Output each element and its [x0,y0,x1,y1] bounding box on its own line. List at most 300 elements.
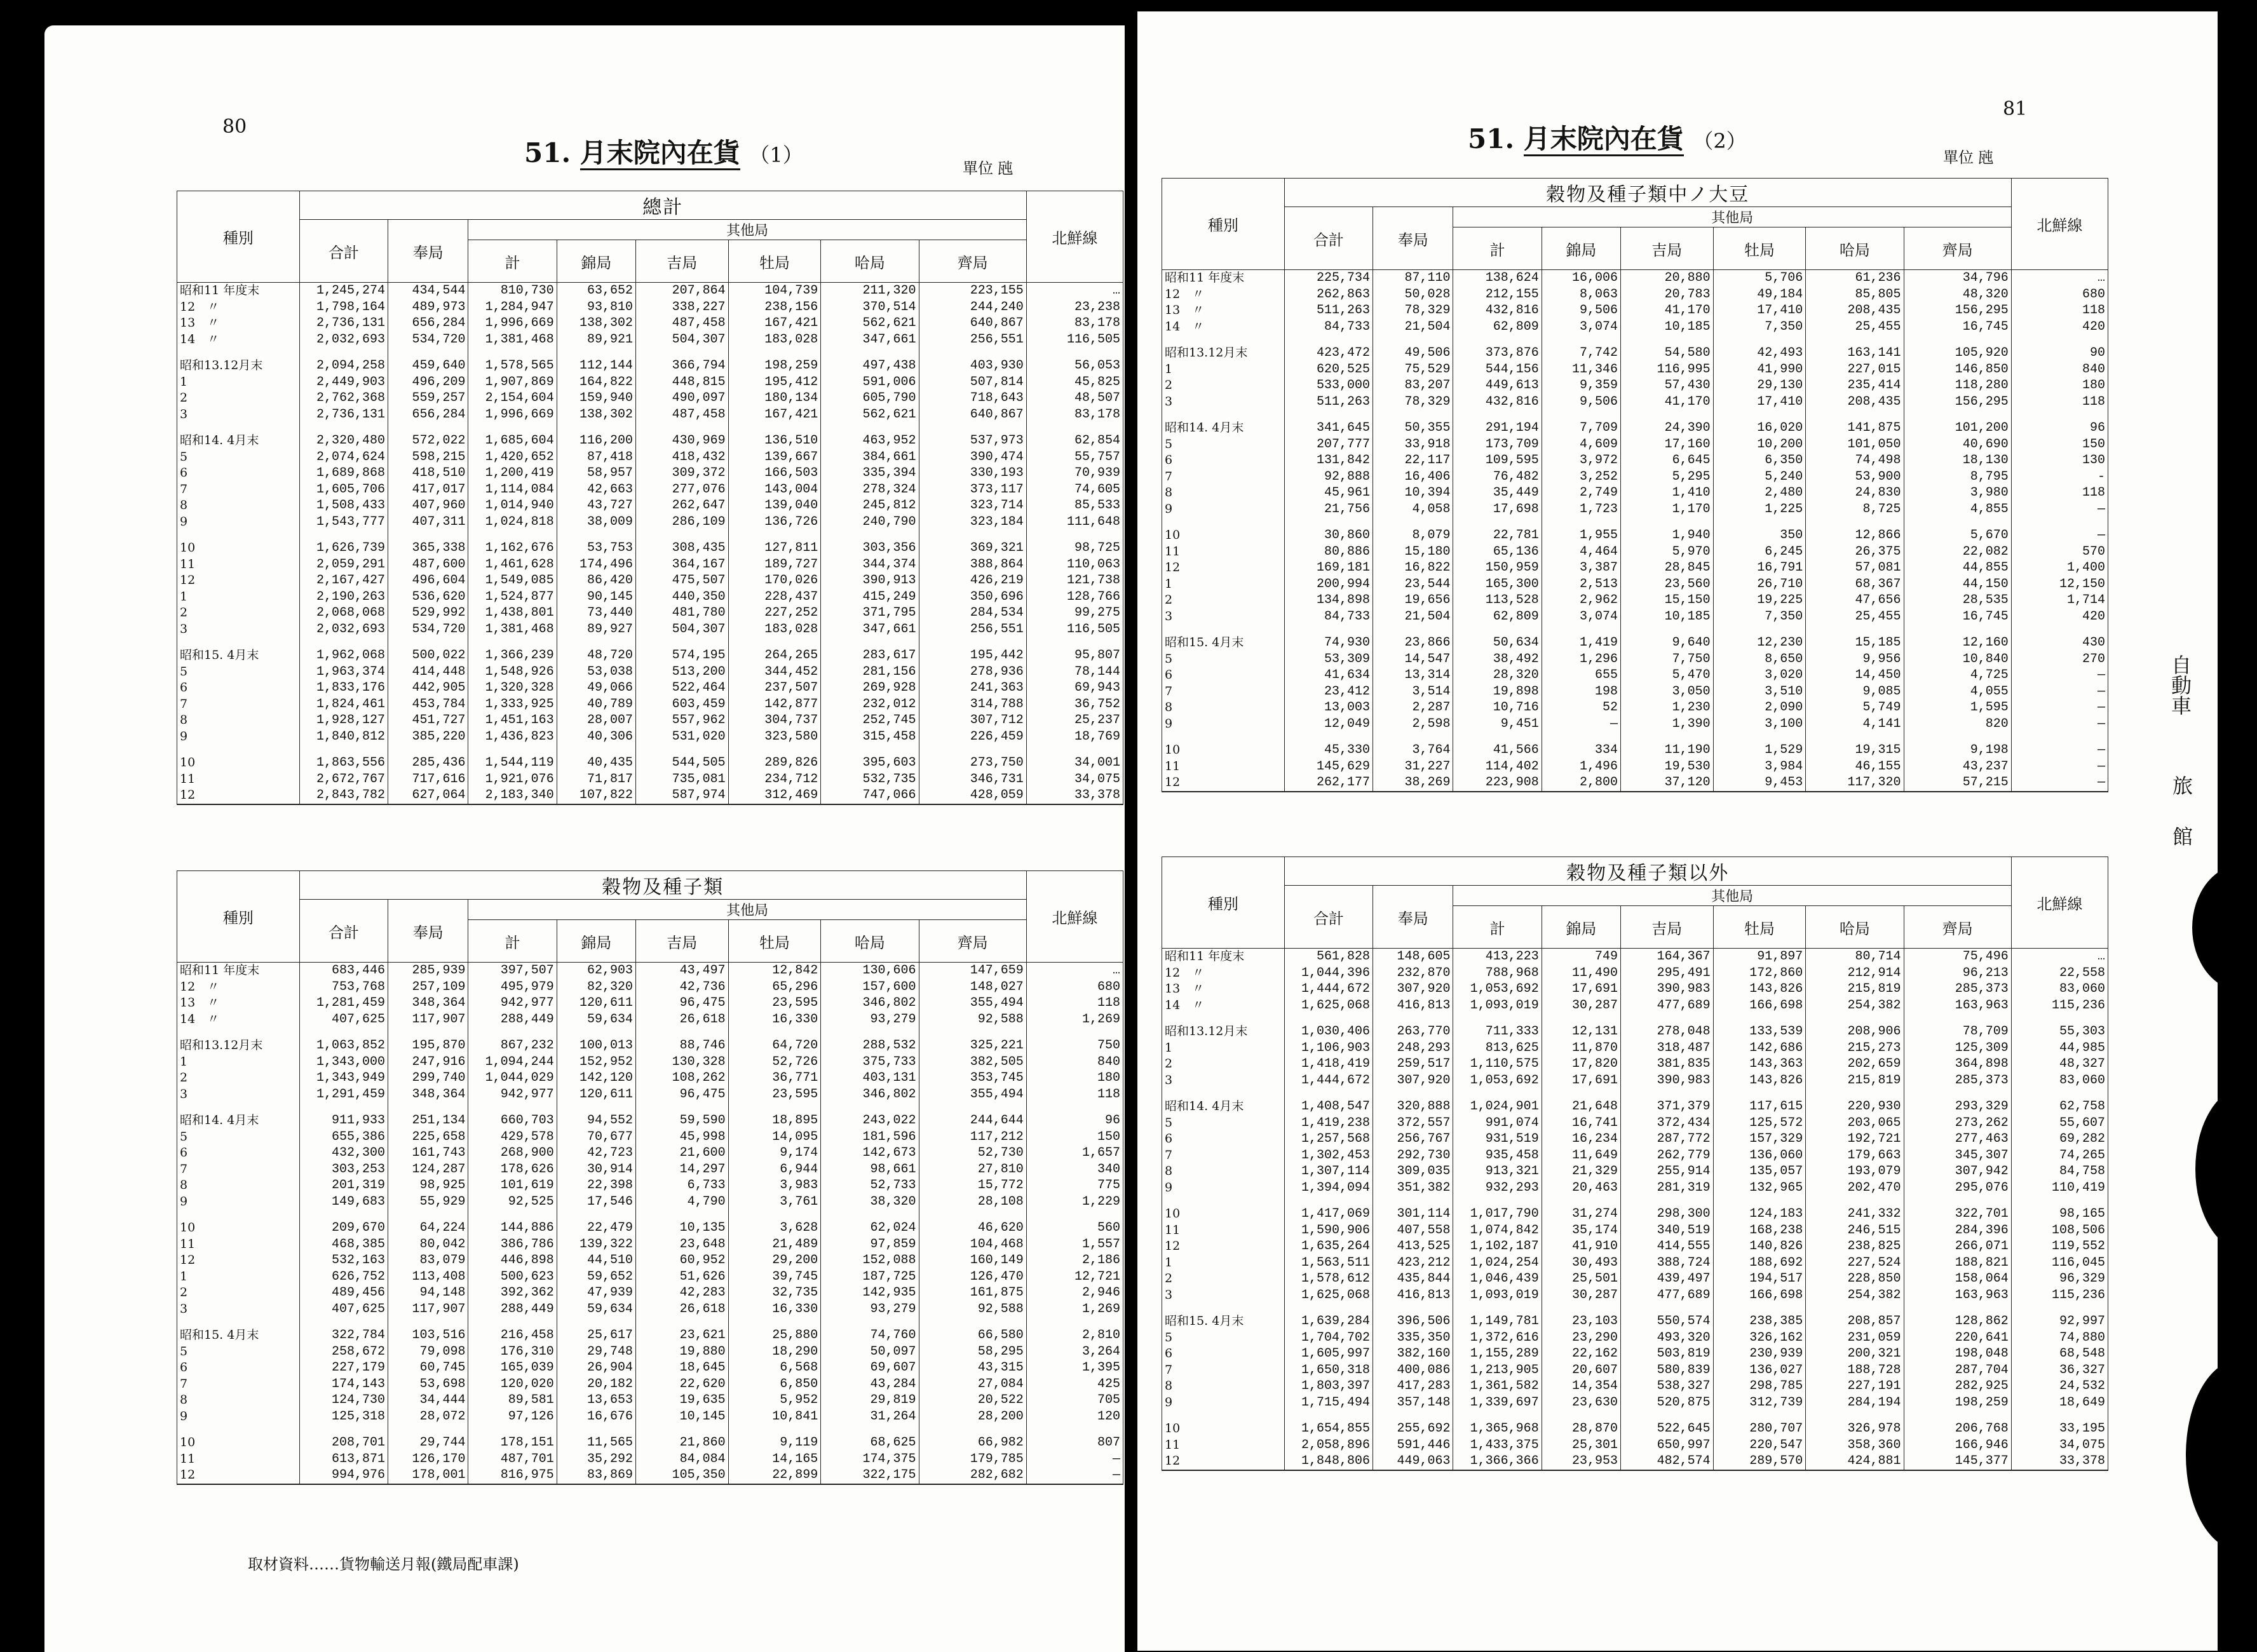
table-cell: 550,574 [1620,1313,1713,1330]
table-cell: 108,506 [2011,1222,2108,1239]
table-cell: 78,329 [1373,302,1453,319]
table-cell: 273,262 [1904,1115,2011,1132]
table-cell: 285,436 [388,755,468,771]
table-cell: 110,063 [1026,557,1123,573]
table-cell: 142,935 [821,1285,919,1301]
title-part: （1） [749,143,803,167]
table-cell: 1,046,439 [1453,1271,1542,1287]
table-cell: 68,367 [1806,576,1904,593]
table-cell: 36,327 [2011,1362,2108,1379]
table-cell: 23,595 [728,995,821,1012]
table-cell: 231,059 [1806,1330,1904,1346]
table-cell: 136,060 [1713,1148,1806,1164]
table-cell: 85,805 [1806,287,1904,303]
table-row [177,605,1123,621]
table-row [1162,635,2108,651]
table-cell: 7,350 [1713,319,1806,335]
table-cell: 55,303 [2011,1024,2108,1040]
header-total: 合計 [299,900,388,963]
table-cell: 747,066 [821,787,919,804]
table-cell: 80,886 [1284,544,1372,560]
table-cell: 152,952 [557,1054,635,1071]
table-row [177,1038,1123,1054]
table-cell: 52,730 [919,1145,1026,1161]
table-cell: 1,704,702 [1284,1330,1372,1346]
header-other: 其他局 [1453,207,2011,227]
table-cell: 68,548 [2011,1346,2108,1362]
table-cell: 289,826 [728,755,821,771]
table-row [1162,1163,2108,1180]
page-title-left [524,132,803,170]
table-row [177,1145,1123,1161]
row-label: 12 〃 [1162,965,1285,982]
table-cell: 315,458 [821,729,919,745]
row-label: 5 [1162,1330,1285,1346]
row-label: 8 [177,1177,300,1194]
table-cell: 536,620 [388,589,468,606]
table-cell: 228,437 [728,589,821,606]
table-cell: 235,414 [1806,377,1904,394]
table-cell: 753,768 [299,979,388,996]
table-cell: 104,468 [919,1236,1026,1253]
table-cell: 50,355 [1373,420,1453,437]
table-cell: 312,469 [728,787,821,804]
table-cell: 1,723 [1542,501,1620,518]
table-cell: 423,212 [1373,1255,1453,1271]
row-label: 3 [177,1301,300,1318]
table-row [1162,1180,2108,1196]
table-cell: 1,155,289 [1453,1346,1542,1362]
table-cell: 146,850 [1904,362,2011,378]
table-cell: 4,141 [1806,716,1904,733]
table-cell: 41,566 [1453,742,1542,759]
table-cell: 64,224 [388,1220,468,1236]
table-cell: 544,156 [1453,362,1542,378]
table-cell: 16,406 [1373,469,1453,485]
table-cell: 99,275 [1026,605,1123,621]
table-cell: 347,661 [821,332,919,348]
table-cell: 116,505 [1026,332,1123,348]
table-cell: 161,743 [388,1145,468,1161]
table-cell: 307,712 [919,712,1026,729]
table-cell: 1,940 [1620,527,1713,544]
table-cell: 201,319 [299,1177,388,1194]
table-cell: 42,283 [635,1285,728,1301]
table-cell: 101,050 [1806,437,1904,453]
table-cell: 1,605,706 [299,482,388,498]
table-cell: 285,373 [1904,981,2011,998]
table-row [1162,501,2108,518]
table-cell: 429,578 [468,1129,557,1146]
table-cell: 215,273 [1806,1040,1904,1057]
table-cell: 1,654,855 [1284,1421,1372,1437]
table-cell: 386,786 [468,1236,557,1253]
table-cell: 1,544,119 [468,755,557,771]
table-cell: 382,505 [919,1054,1026,1071]
table-cell: 208,857 [1806,1313,1904,1330]
table-cell: 22,899 [728,1467,821,1484]
table-row [177,1360,1123,1376]
table-cell: 125,309 [1904,1040,2011,1057]
table-row [1162,362,2108,378]
table-cell: 27,810 [919,1161,1026,1178]
table-cell: 20,783 [1620,287,1713,303]
table-cell: 388,724 [1620,1255,1713,1271]
table-cell: 21,504 [1373,319,1453,335]
table-row [177,696,1123,713]
table-cell: 60,745 [388,1360,468,1376]
table-cell: 303,356 [821,540,919,557]
table-cell: 69,282 [2011,1131,2108,1148]
row-label: 1 [1162,1255,1285,1271]
table-cell: 8,650 [1713,651,1806,668]
table-cell: 10,394 [1373,485,1453,501]
table-cell: 226,459 [919,729,1026,745]
table-cell: 1,578,565 [468,358,557,374]
table-cell: 263,770 [1373,1024,1453,1040]
table-cell: 18,769 [1026,729,1123,745]
table-cell: 355,494 [919,995,1026,1012]
table-cell: 520,875 [1620,1395,1713,1411]
table-cell: 208,435 [1806,302,1904,319]
table-cell: 62,809 [1453,609,1542,625]
header-ha: 哈局 [821,920,919,963]
table-cell: 256,767 [1373,1131,1453,1148]
table-cell: 84,733 [1284,319,1372,335]
table-cell: 375,733 [821,1054,919,1071]
table-row [1162,1378,2108,1395]
table-cell: 149,683 [299,1194,388,1210]
table-cell: 139,667 [728,449,821,466]
table-cell: 107,822 [557,787,635,804]
table-cell: 245,812 [821,498,919,514]
table-cell: 627,064 [388,787,468,804]
table-row [1162,560,2108,576]
table-row [1162,1099,2108,1115]
table-row [1162,716,2108,733]
table-cell: 66,580 [919,1327,1026,1344]
table-cell: 9,174 [728,1145,821,1161]
table-cell: 21,756 [1284,501,1372,518]
row-spacer [1162,1411,2108,1421]
table-cell: 108,262 [635,1070,728,1087]
table-cell: 416,813 [1373,1287,1453,1304]
row-label: 1 [177,1054,300,1071]
table-cell: 89,921 [557,332,635,348]
table-row [1162,651,2108,668]
header-other: 其他局 [468,900,1026,920]
table-cell: 246,515 [1806,1222,1904,1239]
table-cell: 323,184 [919,514,1026,531]
table-cell: 130,606 [821,963,919,979]
table-cell: 3,983 [728,1177,821,1194]
table-cell: 74,265 [2011,1148,2108,1164]
table-cell: - [2011,469,2108,485]
table-cell: 48,720 [557,647,635,664]
table-cell: 130,328 [635,1054,728,1071]
row-label: 7 [177,1161,300,1178]
table-cell: 430,969 [635,433,728,449]
table-cell: 626,752 [299,1269,388,1285]
row-label: 昭和14. 4月末 [1162,1099,1285,1115]
table-cell: 28,007 [557,712,635,729]
table-cell: 41,634 [1284,667,1372,684]
table-cell: 230,939 [1713,1346,1806,1362]
table-cell: 53,753 [557,540,635,557]
table-cell: 942,977 [468,995,557,1012]
table-cell: 14,297 [635,1161,728,1178]
table-cell: 139,322 [557,1236,635,1253]
table-cell: 25,455 [1806,609,1904,625]
table-cell: 16,745 [1904,609,2011,625]
header-type: 種別 [1162,857,1285,949]
table-row [1162,965,2108,982]
table-cell: 6,350 [1713,452,1806,469]
table-cell: 227,524 [1806,1255,1904,1271]
table-cell: 442,905 [388,680,468,696]
table-cell: 1,543,777 [299,514,388,531]
table-cell: 62,758 [2011,1099,2108,1115]
table-cell: 58,957 [557,465,635,482]
table-cell: 395,603 [821,755,919,771]
table-cell: 66,982 [919,1435,1026,1451]
table-cell: 53,900 [1806,469,1904,485]
table-row [177,557,1123,573]
table-cell: 133,539 [1713,1024,1806,1040]
table-row [177,299,1123,316]
source-note: 取材資料……貨物輸送月報(鐵局配車課) [248,1555,519,1573]
table-cell: 46,155 [1806,759,1904,775]
row-label: 11 [177,1451,300,1468]
row-label: 5 [1162,651,1285,668]
table-cell: 9,451 [1453,716,1542,733]
header-ji: 吉局 [1620,906,1713,949]
table-cell: 7,750 [1620,651,1713,668]
table-cell: 533,000 [1284,377,1372,394]
table-cell: 325,221 [919,1038,1026,1054]
table-cell: 19,225 [1713,592,1806,609]
table-cell: 10,185 [1620,319,1713,335]
table-cell: 942,977 [468,1087,557,1103]
table-cell: 241,332 [1806,1206,1904,1222]
table-cell: 24,830 [1806,485,1904,501]
table-cell: 90,145 [557,589,635,606]
table-cell: 42,663 [557,482,635,498]
table-cell: 6,245 [1713,544,1806,560]
table-cell: 59,634 [557,1012,635,1028]
table-cell: 207,777 [1284,437,1372,453]
table-cell: 384,661 [821,449,919,466]
table-cell: 413,223 [1453,949,1542,965]
table-cell: 62,809 [1453,319,1542,335]
table-cell: 3,074 [1542,319,1620,335]
table-cell: 281,319 [1620,1180,1713,1196]
table-cell: 591,446 [1373,1437,1453,1454]
row-spacer [177,745,1123,755]
row-label: 1 [1162,1040,1285,1057]
table-cell: 252,745 [821,712,919,729]
table-cell: 203,065 [1806,1115,1904,1132]
table-cell: 84,733 [1284,609,1372,625]
table-cell: 364,898 [1904,1056,2011,1073]
table-cell: 813,625 [1453,1040,1542,1057]
table-cell: 1,595 [1904,700,2011,716]
table-cell: 711,333 [1453,1024,1542,1040]
table-cell: 407,625 [299,1012,388,1028]
table-cell: 259,517 [1373,1056,1453,1073]
row-label: 6 [177,1145,300,1161]
table-cell: 14,547 [1373,651,1453,668]
table-cell: 373,117 [919,482,1026,498]
table-cell: 353,745 [919,1070,1026,1087]
table-cell: 392,362 [468,1285,557,1301]
row-label: 11 [177,771,300,788]
table-cell: 1,626,739 [299,540,388,557]
table-cell: 453,784 [388,696,468,713]
table-cell: 110,419 [2011,1180,2108,1196]
table-cell: 286,109 [635,514,728,531]
header-ha: 哈局 [1806,227,1904,270]
table-cell: 1,803,397 [1284,1378,1372,1395]
row-label: 9 [177,729,300,745]
table-cell: 4,855 [1904,501,2011,518]
table-cell: 95,807 [1026,647,1123,664]
table-cell: 166,503 [728,465,821,482]
table-cell: 840 [1026,1054,1123,1071]
table-cell: 158,064 [1904,1271,2011,1287]
row-label: 5 [1162,1115,1285,1132]
table-cell: 62,903 [557,963,635,979]
table-cell: 269,928 [821,680,919,696]
table-cell: 78,144 [1026,664,1123,680]
table-cell: 397,507 [468,963,557,979]
table-cell: … [2011,270,2108,287]
table-cell: 16,330 [728,1012,821,1028]
table-row [177,647,1123,664]
table-cell: 292,730 [1373,1148,1453,1164]
table-cell: 178,626 [468,1161,557,1178]
table-cell: 117,615 [1713,1099,1806,1115]
table-cell: 20,463 [1542,1180,1620,1196]
table-cell: 59,634 [557,1301,635,1318]
table-cell: 414,448 [388,664,468,680]
table-cell: 487,458 [635,315,728,332]
table-cell: 3,020 [1713,667,1806,684]
table-cell: 38,009 [557,514,635,531]
table-cell: 1,419,238 [1284,1115,1372,1132]
table-cell: 390,983 [1620,981,1713,998]
table-cell: 92,525 [468,1194,557,1210]
table-cell: 1,213,905 [1453,1362,1542,1379]
table-cell: 423,472 [1284,345,1372,362]
table-cell: 17,410 [1713,394,1806,410]
table-cell: 810,730 [468,283,557,299]
table-cell: 180 [2011,377,2108,394]
table-cell: 285,939 [388,963,468,979]
table-cell: 4,055 [1904,684,2011,700]
table-cell: 439,497 [1620,1271,1713,1287]
table-cell: 500,022 [388,647,468,664]
table-cell: 166,946 [1904,1437,2011,1454]
table-cell: 1,365,968 [1453,1421,1542,1437]
table-cell: 1,162,676 [468,540,557,557]
table-cell: 373,876 [1453,345,1542,362]
table-cell: 5,670 [1904,527,2011,544]
table-cell: 21,600 [635,1145,728,1161]
table-cell: 572,022 [388,433,468,449]
table-cell: 69,607 [821,1360,919,1376]
table-cell: 47,656 [1806,592,1904,609]
table-cell: 84,758 [2011,1163,2108,1180]
table-cell: 1,053,692 [1453,981,1542,998]
table-cell: 293,329 [1904,1099,2011,1115]
table-cell: 487,600 [388,557,468,573]
table-cell: 145,629 [1284,759,1372,775]
table-cell: 680 [1026,979,1123,996]
row-label: 1 [1162,576,1285,593]
table-cell: 9,640 [1620,635,1713,651]
row-label: 8 [1162,485,1285,501]
table-cell: 157,600 [821,979,919,996]
row-label: 昭和11 年度末 [1162,949,1285,965]
table-cell: 418,432 [635,449,728,466]
row-label: 6 [177,1360,300,1376]
table-cell: 49,184 [1713,287,1806,303]
table-cell: 1,339,697 [1453,1395,1542,1411]
table-cell: 1,689,868 [299,465,388,482]
table-cell: 12,049 [1284,716,1372,733]
unit-label-right: 單位 瓲 [1943,149,1994,166]
table-row [177,995,1123,1012]
table-cell: 867,232 [468,1038,557,1054]
table-row [1162,1073,2108,1089]
table-cell: 114,402 [1453,759,1542,775]
row-label: 8 [1162,1378,1285,1395]
table-cell: 1,657 [1026,1145,1123,1161]
table-cell: 2,183,340 [468,787,557,804]
table-cell: 34,444 [388,1392,468,1409]
table-cell: 284,396 [1904,1222,2011,1239]
table-cell: 244,240 [919,299,1026,316]
table-cell: 364,167 [635,557,728,573]
table-row [1162,1238,2108,1255]
table-cell: 48,327 [2011,1056,2108,1073]
table-cell: 1,093,019 [1453,1287,1542,1304]
table-cell: 116,045 [2011,1255,2108,1271]
table-cell: 169,181 [1284,560,1372,576]
header-qi: 齊局 [1904,227,2011,270]
header-total: 合計 [299,220,388,283]
table-cell: 587,974 [635,787,728,804]
table-cell: 47,939 [557,1285,635,1301]
table-cell: 13,314 [1373,667,1453,684]
table-cell: 2,513 [1542,576,1620,593]
table-cell: 1,578,612 [1284,1271,1372,1287]
header-mu: 牡局 [1713,227,1806,270]
table-cell: 22,620 [635,1376,728,1393]
table-cell: 28,845 [1620,560,1713,576]
table-cell: 1,044,396 [1284,965,1372,982]
table-cell: 278,048 [1620,1024,1713,1040]
table-cell: 287,772 [1620,1131,1713,1148]
table-cell: 142,673 [821,1145,919,1161]
header-mu: 牡局 [1713,906,1806,949]
table-cell: 101,200 [1904,420,2011,437]
table-cell: 148,605 [1373,949,1453,965]
table-cell: 2,287 [1373,700,1453,716]
table-cell: 449,063 [1373,1453,1453,1470]
table-cell: 29,130 [1713,377,1806,394]
